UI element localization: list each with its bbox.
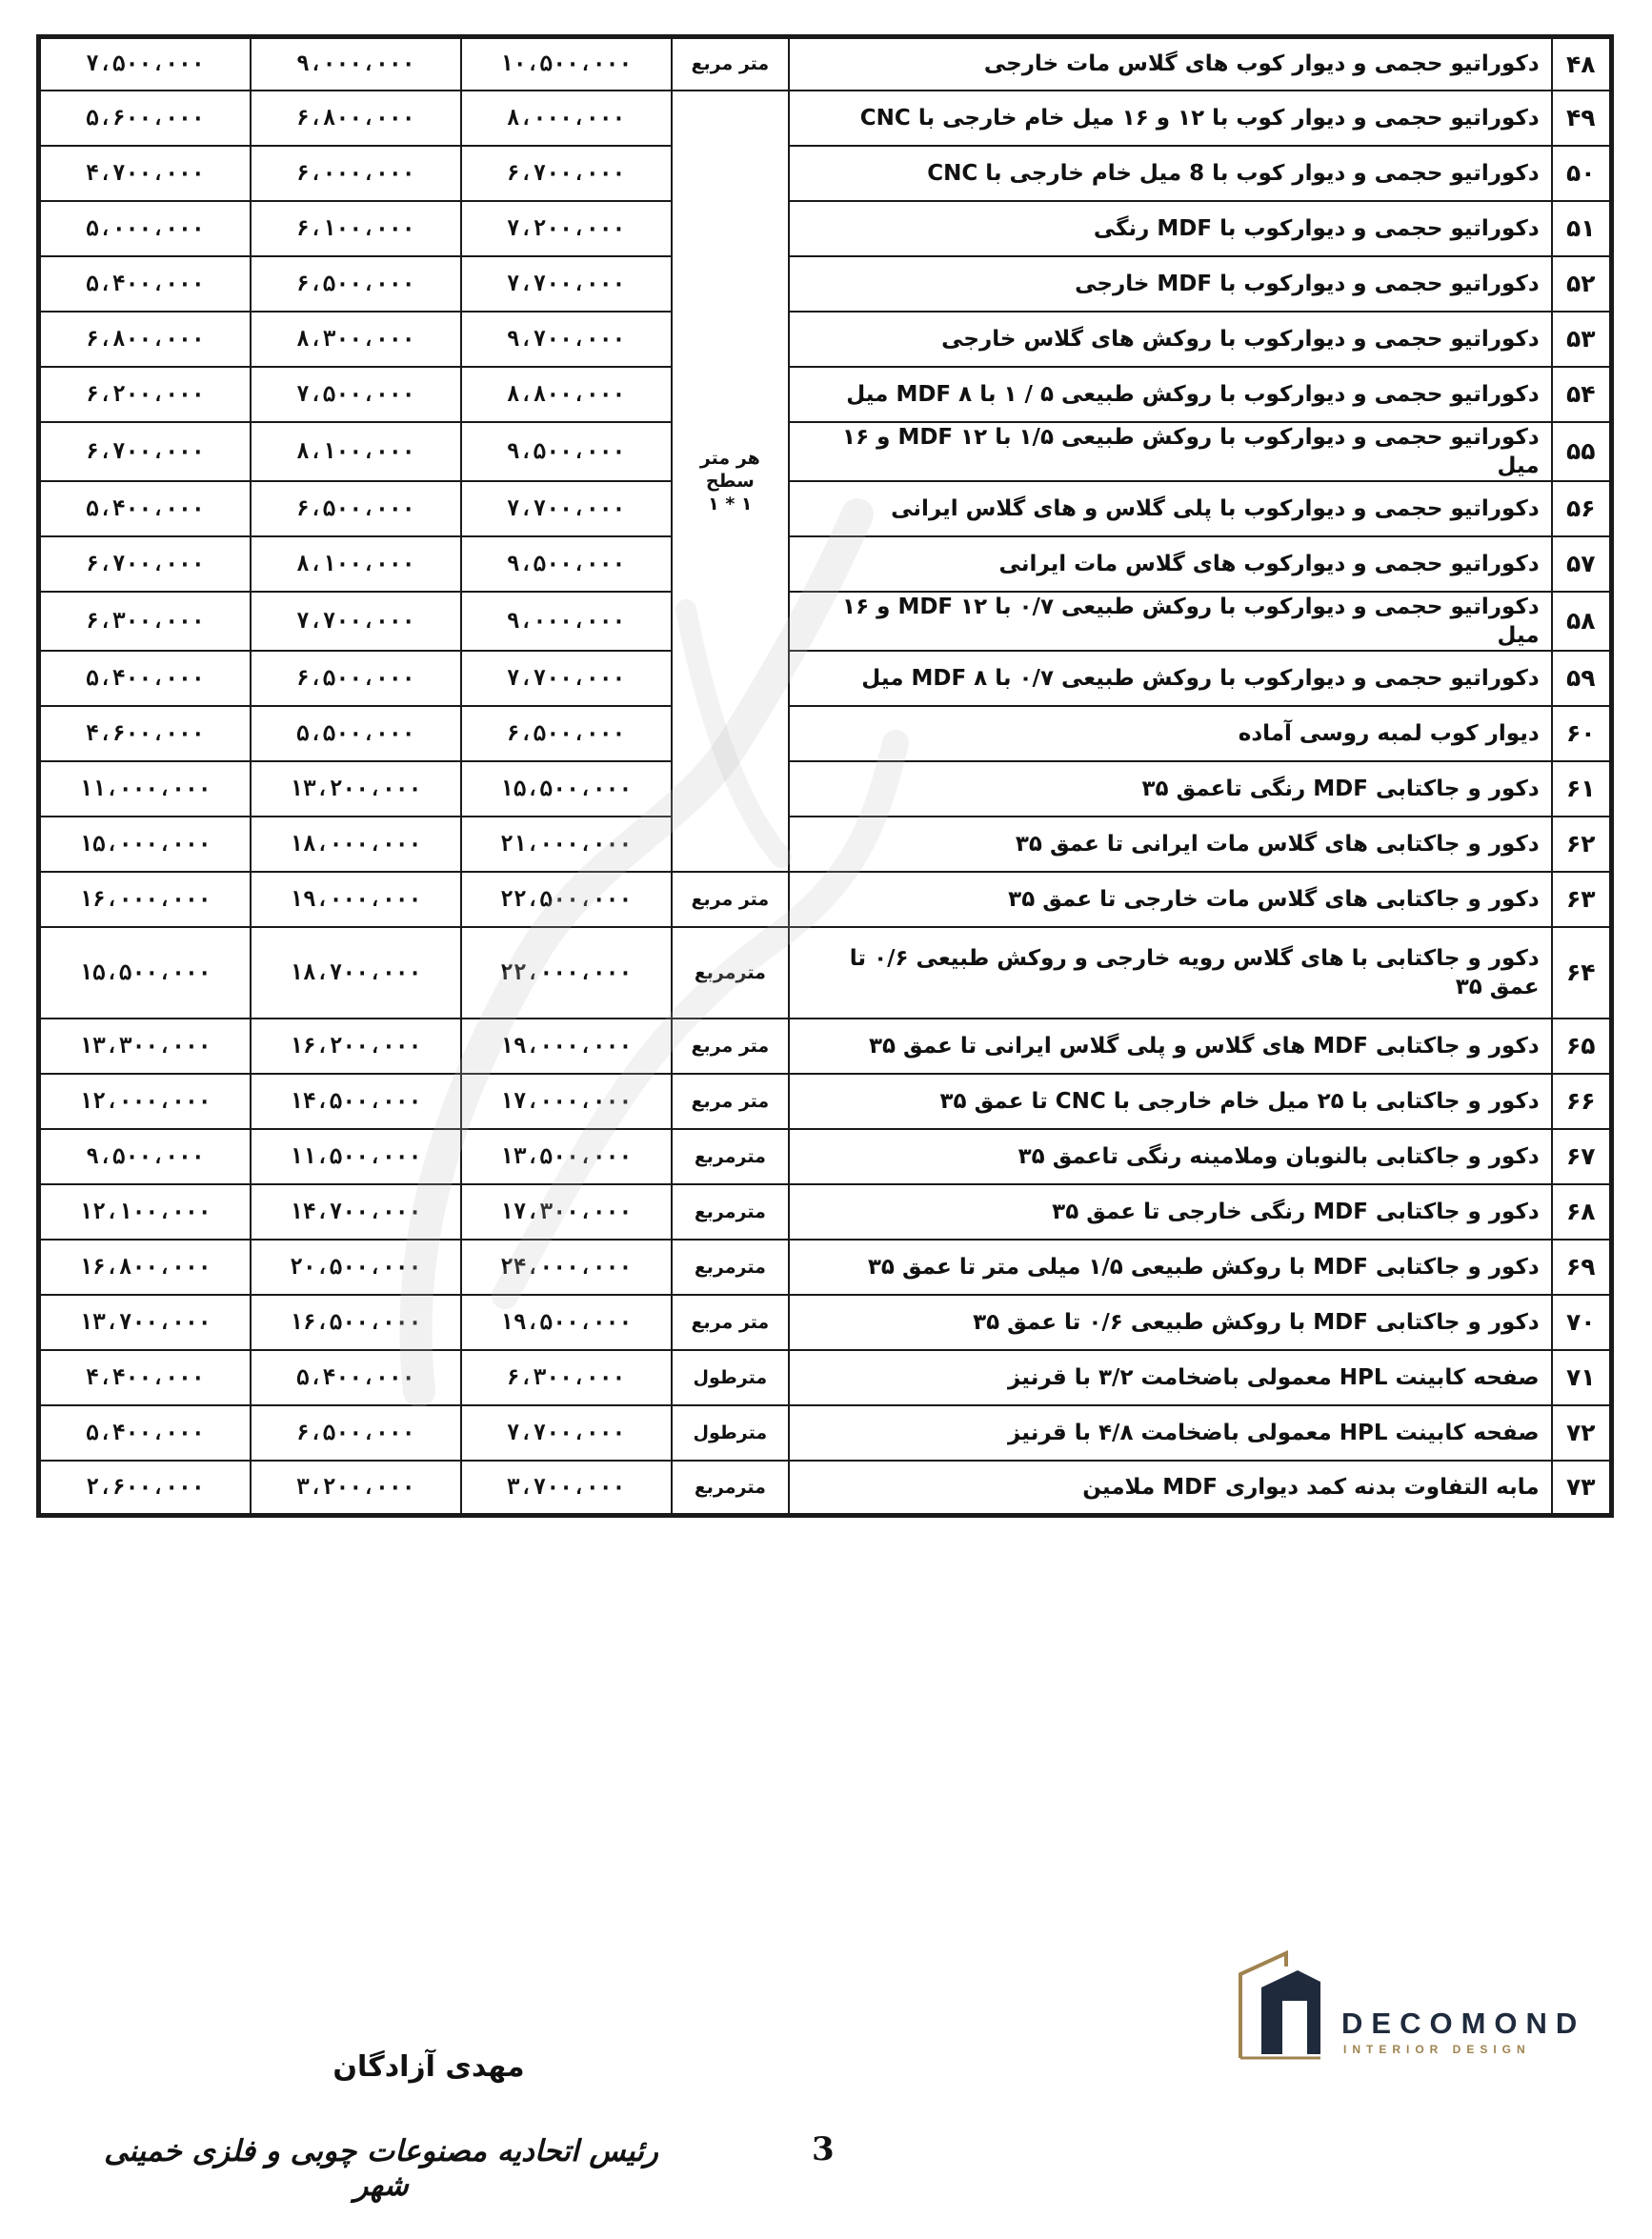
price-cell-3: ۱۵،۰۰۰،۰۰۰ <box>39 817 251 872</box>
table-row <box>39 1461 1612 1516</box>
price-cell-1: ۳،۷۰۰،۰۰۰ <box>461 1461 672 1516</box>
price-cell-1: ۶،۷۰۰،۰۰۰ <box>461 146 672 201</box>
unit-cell: متر مربع <box>672 872 790 927</box>
description-cell: دکور و جاکتابی MDF رنگی خارجی تا عمق ۳۵ <box>789 1184 1551 1240</box>
price-cell-3: ۱۶،۰۰۰،۰۰۰ <box>39 872 251 927</box>
price-cell-3: ۱۳،۷۰۰،۰۰۰ <box>39 1295 251 1350</box>
row-number-cell: ۷۱ <box>1552 1350 1612 1405</box>
price-cell-2: ۸،۱۰۰،۰۰۰ <box>251 536 461 592</box>
price-cell-1: ۷،۷۰۰،۰۰۰ <box>461 1405 672 1461</box>
row-number-cell: ۵۶ <box>1552 481 1612 536</box>
price-cell-1: ۱۹،۰۰۰،۰۰۰ <box>461 1019 672 1074</box>
price-cell-1: ۹،۷۰۰،۰۰۰ <box>461 312 672 367</box>
price-cell-2: ۱۹،۰۰۰،۰۰۰ <box>251 872 461 927</box>
description-cell: دکور و جاکتابی MDF رنگی تاعمق ۳۵ <box>789 761 1551 817</box>
description-cell: دکور و جاکتابی با های گلاس رویه خارجی و روکش طبیعی ۰/۶ تا عمق ۳۵ <box>789 927 1551 1019</box>
price-cell-1: ۷،۷۰۰،۰۰۰ <box>461 481 672 536</box>
price-cell-3: ۱۵،۵۰۰،۰۰۰ <box>39 927 251 1019</box>
table-row <box>39 37 1612 91</box>
price-cell-2: ۶،۵۰۰،۰۰۰ <box>251 651 461 706</box>
price-cell-2: ۹،۰۰۰،۰۰۰ <box>251 37 461 91</box>
merged-unit-line: ۱ * ۱ <box>708 493 753 514</box>
row-number-cell: ۷۰ <box>1552 1295 1612 1350</box>
table-row <box>39 1350 1612 1405</box>
row-number-cell: ۷۲ <box>1552 1405 1612 1461</box>
description-cell: دکوراتیو حجمی و دیوارکوب با روکش طبیعی ۱/۵ با MDF ۱۲ و ۱۶ میل <box>789 422 1551 481</box>
price-cell-3: ۶،۷۰۰،۰۰۰ <box>39 422 251 481</box>
description-cell: دکوراتیو حجمی و دیوارکوب با روکش طبیعی ۵ / ۱ با MDF ۸ میل <box>789 367 1551 422</box>
table-row <box>39 817 1612 872</box>
merged-unit-line: هر متر <box>699 447 760 469</box>
table-row <box>39 1184 1612 1240</box>
table-row <box>39 91 1612 146</box>
row-number-cell: ۷۳ <box>1552 1461 1612 1516</box>
price-cell-1: ۲۲،۵۰۰،۰۰۰ <box>461 872 672 927</box>
description-cell: دکوراتیو حجمی و دیوار کوب های گلاس مات خارجی <box>789 37 1551 91</box>
price-cell-2: ۱۴،۷۰۰،۰۰۰ <box>251 1184 461 1240</box>
price-cell-1: ۱۷،۳۰۰،۰۰۰ <box>461 1184 672 1240</box>
signatory-title: رئیس اتحادیه مصنوعات چوبی و فلزی خمینی شهر <box>104 2134 658 2203</box>
price-cell-3: ۴،۷۰۰،۰۰۰ <box>39 146 251 201</box>
row-number-cell: ۵۴ <box>1552 367 1612 422</box>
price-cell-2: ۶،۵۰۰،۰۰۰ <box>251 481 461 536</box>
table-row <box>39 256 1612 312</box>
price-cell-2: ۱۶،۵۰۰،۰۰۰ <box>251 1295 461 1350</box>
table-row <box>39 1129 1612 1184</box>
row-number-cell: ۵۹ <box>1552 651 1612 706</box>
unit-cell: متر مربع <box>672 1019 790 1074</box>
description-cell: دکور و جاکتابی های گلاس مات ایرانی تا عمق ۳۵ <box>789 817 1551 872</box>
price-cell-2: ۶،۵۰۰،۰۰۰ <box>251 256 461 312</box>
unit-cell: مترمربع <box>672 1240 790 1295</box>
description-cell: دکور و جاکتابی های گلاس مات خارجی تا عمق ۳۵ <box>789 872 1551 927</box>
table-row <box>39 367 1612 422</box>
price-cell-2: ۱۸،۷۰۰،۰۰۰ <box>251 927 461 1019</box>
price-cell-2: ۶،۰۰۰،۰۰۰ <box>251 146 461 201</box>
description-cell: دکوراتیو حجمی و دیوارکوب با روکش طبیعی ۰/۷ با MDF ۱۲ و ۱۶ میل <box>789 592 1551 651</box>
merged-unit-cell <box>672 91 790 872</box>
price-cell-3: ۱۲،۱۰۰،۰۰۰ <box>39 1184 251 1240</box>
description-cell: دکور و جاکتابی بالنوبان وملامینه رنگی تاعمق ۳۵ <box>789 1129 1551 1184</box>
price-cell-2: ۶،۵۰۰،۰۰۰ <box>251 1405 461 1461</box>
price-cell-1: ۱۷،۰۰۰،۰۰۰ <box>461 1074 672 1129</box>
row-number-cell: ۶۲ <box>1552 817 1612 872</box>
price-cell-3: ۶،۸۰۰،۰۰۰ <box>39 312 251 367</box>
price-cell-2: ۱۱،۵۰۰،۰۰۰ <box>251 1129 461 1184</box>
table-row <box>39 1295 1612 1350</box>
price-cell-3: ۵،۰۰۰،۰۰۰ <box>39 201 251 256</box>
table-row <box>39 761 1612 817</box>
price-cell-1: ۱۰،۵۰۰،۰۰۰ <box>461 37 672 91</box>
table-row <box>39 312 1612 367</box>
price-cell-1: ۹،۰۰۰،۰۰۰ <box>461 592 672 651</box>
price-cell-3: ۱۶،۸۰۰،۰۰۰ <box>39 1240 251 1295</box>
description-cell: مابه التفاوت بدنه کمد دیواری MDF ملامین <box>789 1461 1551 1516</box>
price-table-body <box>39 37 1612 1516</box>
unit-cell: مترمربع <box>672 1129 790 1184</box>
price-cell-3: ۱۲،۰۰۰،۰۰۰ <box>39 1074 251 1129</box>
logo-name: DECOMOND <box>1341 2007 1586 2040</box>
price-cell-1: ۸،۸۰۰،۰۰۰ <box>461 367 672 422</box>
price-cell-2: ۸،۱۰۰،۰۰۰ <box>251 422 461 481</box>
price-cell-3: ۶،۳۰۰،۰۰۰ <box>39 592 251 651</box>
description-cell: صفحه کابینت HPL معمولی باضخامت ۴/۸ با قرنیز <box>789 1405 1551 1461</box>
price-cell-2: ۵،۴۰۰،۰۰۰ <box>251 1350 461 1405</box>
price-cell-1: ۷،۲۰۰،۰۰۰ <box>461 201 672 256</box>
price-cell-3: ۵،۴۰۰،۰۰۰ <box>39 256 251 312</box>
row-number-cell: ۶۰ <box>1552 706 1612 761</box>
description-cell: دکوراتیو حجمی و دیوار کوب با ۱۲ و ۱۶ میل خام خارجی با CNC <box>789 91 1551 146</box>
table-row <box>39 592 1612 651</box>
description-cell: دکوراتیو حجمی و دیوار کوب با 8 میل خام خارجی با CNC <box>789 146 1551 201</box>
row-number-cell: ۵۲ <box>1552 256 1612 312</box>
house-logo-icon <box>1235 1947 1326 2062</box>
table-row <box>39 146 1612 201</box>
price-cell-2: ۱۳،۲۰۰،۰۰۰ <box>251 761 461 817</box>
merged-unit-line: سطح <box>705 470 755 492</box>
row-number-cell: ۴۹ <box>1552 91 1612 146</box>
price-cell-1: ۲۱،۰۰۰،۰۰۰ <box>461 817 672 872</box>
price-cell-2: ۶،۱۰۰،۰۰۰ <box>251 201 461 256</box>
price-cell-1: ۲۲،۰۰۰،۰۰۰ <box>461 927 672 1019</box>
row-number-cell: ۵۳ <box>1552 312 1612 367</box>
table-row <box>39 422 1612 481</box>
description-cell: دکوراتیو حجمی و دیوارکوب با روکش طبیعی ۰/۷ با MDF ۸ میل <box>789 651 1551 706</box>
table-row <box>39 927 1612 1019</box>
row-number-cell: ۶۷ <box>1552 1129 1612 1184</box>
price-cell-2: ۵،۵۰۰،۰۰۰ <box>251 706 461 761</box>
price-cell-3: ۷،۵۰۰،۰۰۰ <box>39 37 251 91</box>
price-cell-1: ۱۹،۵۰۰،۰۰۰ <box>461 1295 672 1350</box>
table-row <box>39 872 1612 927</box>
description-cell: دکوراتیو حجمی و دیوارکوب با MDF خارجی <box>789 256 1551 312</box>
price-cell-2: ۸،۳۰۰،۰۰۰ <box>251 312 461 367</box>
row-number-cell: ۴۸ <box>1552 37 1612 91</box>
table-row <box>39 536 1612 592</box>
table-row <box>39 1019 1612 1074</box>
price-cell-2: ۱۸،۰۰۰،۰۰۰ <box>251 817 461 872</box>
price-cell-2: ۷،۷۰۰،۰۰۰ <box>251 592 461 651</box>
table-row <box>39 1074 1612 1129</box>
table-row <box>39 651 1612 706</box>
row-number-cell: ۵۵ <box>1552 422 1612 481</box>
unit-cell: مترمربع <box>672 1461 790 1516</box>
unit-cell: متر مربع <box>672 1295 790 1350</box>
price-cell-1: ۱۵،۵۰۰،۰۰۰ <box>461 761 672 817</box>
description-cell: دکوراتیو حجمی و دیوارکوب های گلاس مات ایرانی <box>789 536 1551 592</box>
price-cell-3: ۵،۴۰۰،۰۰۰ <box>39 481 251 536</box>
price-cell-2: ۱۶،۲۰۰،۰۰۰ <box>251 1019 461 1074</box>
decomond-logo <box>1235 1947 1616 2062</box>
price-cell-3: ۲،۶۰۰،۰۰۰ <box>39 1461 251 1516</box>
description-cell: دکوراتیو حجمی و دیوارکوب با پلی گلاس و های گلاس ایرانی <box>789 481 1551 536</box>
price-cell-1: ۶،۵۰۰،۰۰۰ <box>461 706 672 761</box>
table-row <box>39 706 1612 761</box>
description-cell: دکور و جاکتابی MDF های گلاس و پلی گلاس ایرانی تا عمق ۳۵ <box>789 1019 1551 1074</box>
logo-subtitle: INTERIOR DESIGN <box>1343 2043 1531 2056</box>
page-number: 3 <box>812 2130 835 2168</box>
unit-cell: متر مربع <box>672 37 790 91</box>
price-cell-2: ۲۰،۵۰۰،۰۰۰ <box>251 1240 461 1295</box>
price-cell-3: ۵،۴۰۰،۰۰۰ <box>39 1405 251 1461</box>
unit-cell: مترمربع <box>672 927 790 1019</box>
row-number-cell: ۶۴ <box>1552 927 1612 1019</box>
unit-cell: متر مربع <box>672 1074 790 1129</box>
unit-cell: مترطول <box>672 1350 790 1405</box>
row-number-cell: ۵۰ <box>1552 146 1612 201</box>
row-number-cell: ۵۸ <box>1552 592 1612 651</box>
row-number-cell: ۶۹ <box>1552 1240 1612 1295</box>
unit-cell: مترمربع <box>672 1184 790 1240</box>
description-cell: دکور و جاکتابی MDF با روکش طبیعی ۱/۵ میلی متر تا عمق ۳۵ <box>789 1240 1551 1295</box>
row-number-cell: ۶۳ <box>1552 872 1612 927</box>
unit-cell: مترطول <box>672 1405 790 1461</box>
table-row <box>39 481 1612 536</box>
row-number-cell: ۶۶ <box>1552 1074 1612 1129</box>
price-cell-3: ۹،۵۰۰،۰۰۰ <box>39 1129 251 1184</box>
price-cell-1: ۷،۷۰۰،۰۰۰ <box>461 651 672 706</box>
row-number-cell: ۵۱ <box>1552 201 1612 256</box>
description-cell: صفحه کابینت HPL معمولی باضخامت ۳/۲ با قرنیز <box>789 1350 1551 1405</box>
price-cell-1: ۸،۰۰۰،۰۰۰ <box>461 91 672 146</box>
table-row <box>39 201 1612 256</box>
row-number-cell: ۶۱ <box>1552 761 1612 817</box>
table-row <box>39 1240 1612 1295</box>
price-cell-1: ۹،۵۰۰،۰۰۰ <box>461 536 672 592</box>
price-cell-3: ۴،۶۰۰،۰۰۰ <box>39 706 251 761</box>
price-cell-1: ۲۴،۰۰۰،۰۰۰ <box>461 1240 672 1295</box>
price-cell-1: ۹،۵۰۰،۰۰۰ <box>461 422 672 481</box>
signatory-name: مهدی آزادگان <box>332 2050 525 2084</box>
table-row <box>39 1405 1612 1461</box>
description-cell: دیوار کوب لمبه روسی آماده <box>789 706 1551 761</box>
price-cell-3: ۵،۶۰۰،۰۰۰ <box>39 91 251 146</box>
price-cell-3: ۵،۴۰۰،۰۰۰ <box>39 651 251 706</box>
price-cell-3: ۱۳،۳۰۰،۰۰۰ <box>39 1019 251 1074</box>
price-cell-2: ۶،۸۰۰،۰۰۰ <box>251 91 461 146</box>
row-number-cell: ۶۵ <box>1552 1019 1612 1074</box>
description-cell: دکور و جاکتابی با ۲۵ میل خام خارجی با CNC تا عمق ۳۵ <box>789 1074 1551 1129</box>
price-cell-1: ۱۳،۵۰۰،۰۰۰ <box>461 1129 672 1184</box>
price-cell-2: ۳،۲۰۰،۰۰۰ <box>251 1461 461 1516</box>
description-cell: دکوراتیو حجمی و دیوارکوب با MDF رنگی <box>789 201 1551 256</box>
price-cell-3: ۶،۷۰۰،۰۰۰ <box>39 536 251 592</box>
price-cell-2: ۷،۵۰۰،۰۰۰ <box>251 367 461 422</box>
price-cell-1: ۶،۳۰۰،۰۰۰ <box>461 1350 672 1405</box>
row-number-cell: ۵۷ <box>1552 536 1612 592</box>
price-cell-3: ۴،۴۰۰،۰۰۰ <box>39 1350 251 1405</box>
description-cell: دکوراتیو حجمی و دیوارکوب با روکش های گلاس خارجی <box>789 312 1551 367</box>
price-table <box>36 34 1614 1518</box>
price-cell-2: ۱۴،۵۰۰،۰۰۰ <box>251 1074 461 1129</box>
price-cell-1: ۷،۷۰۰،۰۰۰ <box>461 256 672 312</box>
row-number-cell: ۶۸ <box>1552 1184 1612 1240</box>
price-cell-3: ۱۱،۰۰۰،۰۰۰ <box>39 761 251 817</box>
description-cell: دکور و جاکتابی MDF با روکش طبیعی ۰/۶ تا عمق ۳۵ <box>789 1295 1551 1350</box>
price-cell-3: ۶،۲۰۰،۰۰۰ <box>39 367 251 422</box>
